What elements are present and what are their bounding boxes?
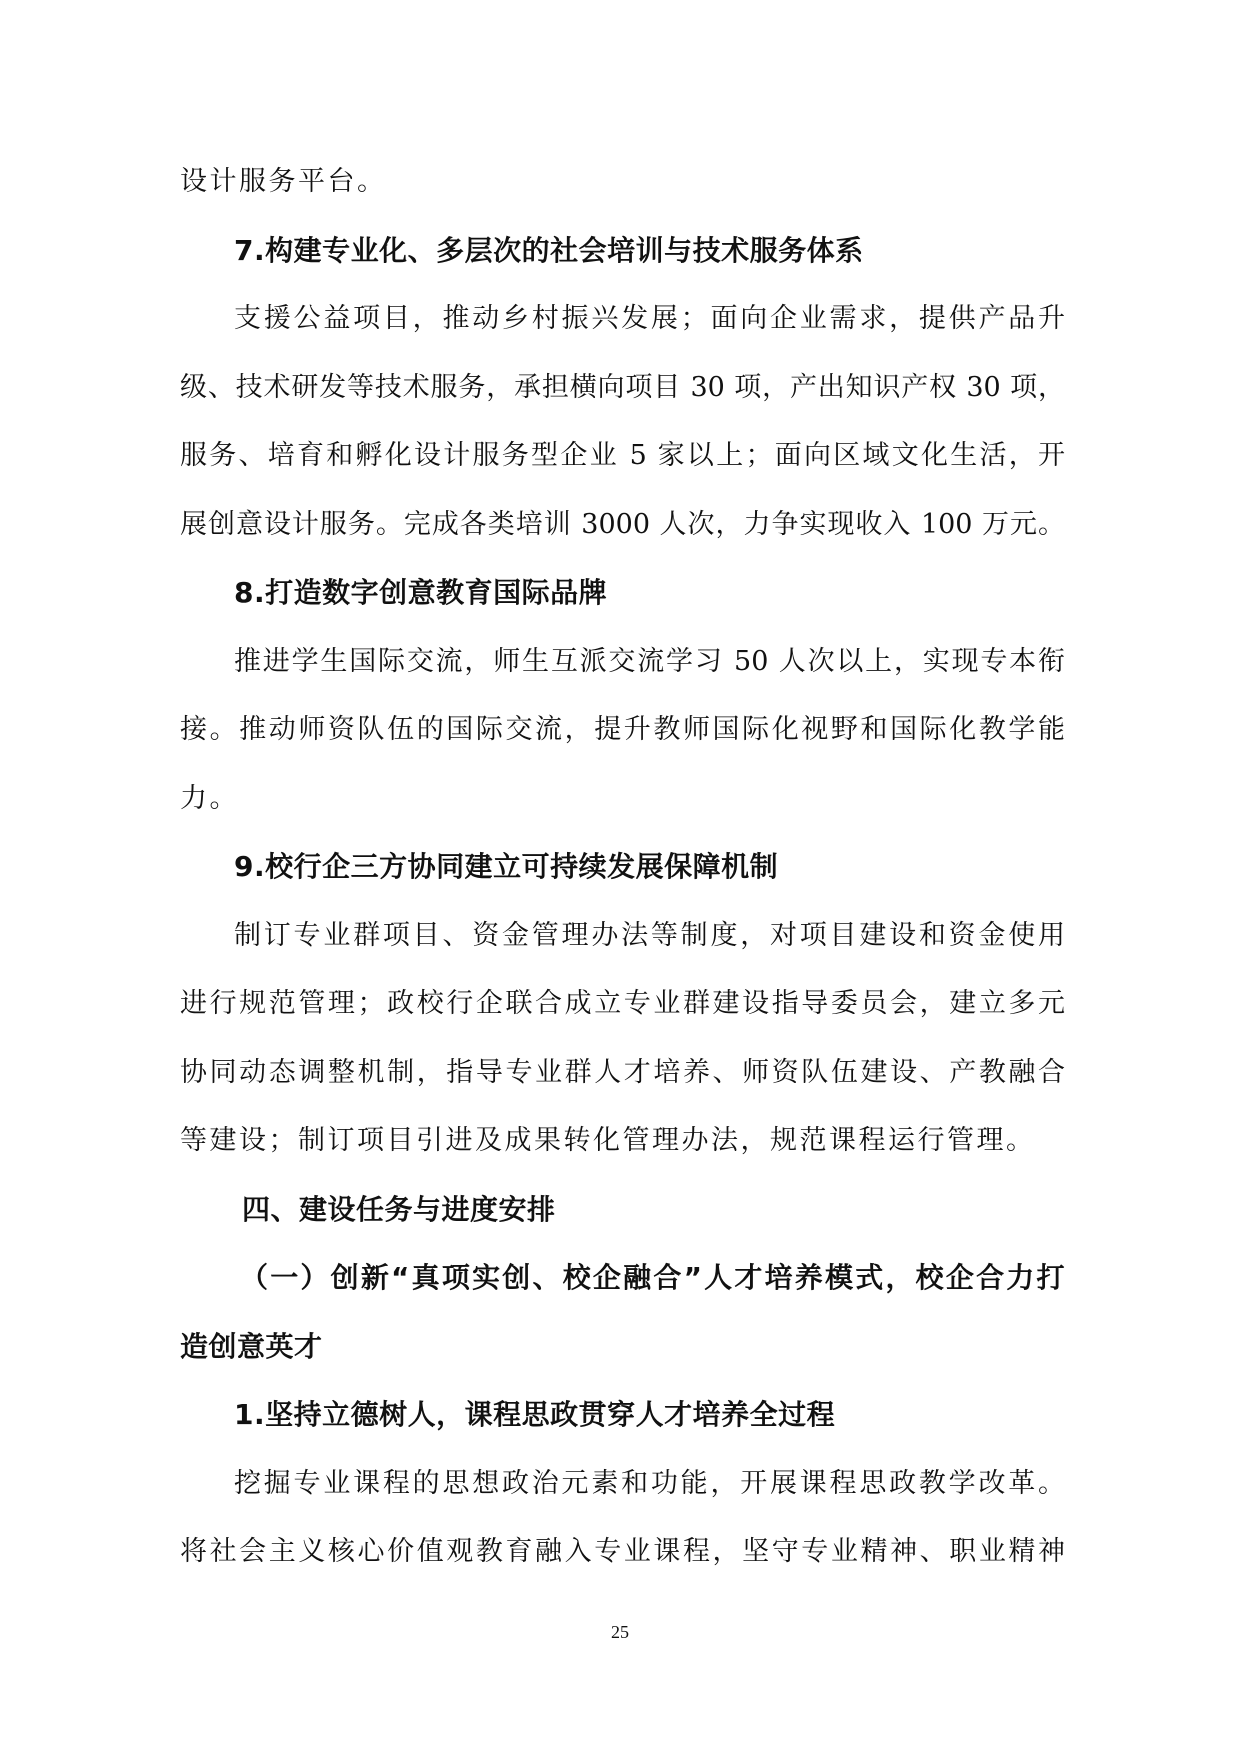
paragraph-line: 等建设；制订项目引进及成果转化管理办法，规范课程运行管理。 [180,1125,1036,1156]
paragraph-line: 协同动态调整机制，指导专业群人才培养、师资队伍建设、产教融合 [180,1056,1065,1088]
paragraph-line: 制订专业群项目、资金管理办法等制度，对项目建设和资金使用 [234,919,1065,951]
section-heading-8: 8.打造数字创意教育国际品牌 [234,576,608,609]
section-heading-1: 1.坚持立德树人，课程思政贯穿人才培养全过程 [234,1398,836,1431]
subsection-heading-continued: 造创意英才 [180,1329,323,1363]
paragraph-line: 展创意设计服务。完成各类培训 3000 人次，力争实现收入 100 万元。 [180,508,1065,540]
paragraph-line: 服务、培育和孵化设计服务型企业 5 家以上；面向区域文化生活，开 [180,440,1065,471]
paragraph-line: 推进学生国际交流，师生互派交流学习 50 人次以上，实现专本衔 [234,645,1065,677]
paragraph-line: 级、技术研发等技术服务，承担横向项目 30 项，产出知识产权 30 项， [180,371,1065,403]
chapter-heading: 四、建设任务与进度安排 [242,1192,556,1226]
paragraph-line: 将社会主义核心价值观教育融入专业课程，坚守专业精神、职业精神 [180,1536,1065,1567]
paragraph-line: 支援公益项目，推动乡村振兴发展；面向企业需求，提供产品升 [234,303,1065,334]
subsection-heading: （一）创新“真项实创、校企融合”人才培养模式，校企合力打 [240,1261,1065,1294]
paragraph-line: 力。 [180,782,239,814]
section-heading-9: 9.校行企三方协同建立可持续发展保障机制 [234,850,779,883]
paragraph-line: 设计服务平台。 [180,166,387,197]
page-number: 25 [611,1622,629,1642]
page-content [180,148,1065,1587]
paragraph-line: 进行规范管理；政校行企联合成立专业群建设指导委员会，建立多元 [180,988,1065,1019]
section-heading-7: 7.构建专业化、多层次的社会培训与技术服务体系 [234,233,864,267]
paragraph-line: 挖掘专业课程的思想政治元素和功能，开展课程思政教学改革。 [234,1467,1065,1499]
paragraph-line: 接。推动师资队伍的国际交流，提升教师国际化视野和国际化教学能 [180,714,1065,745]
